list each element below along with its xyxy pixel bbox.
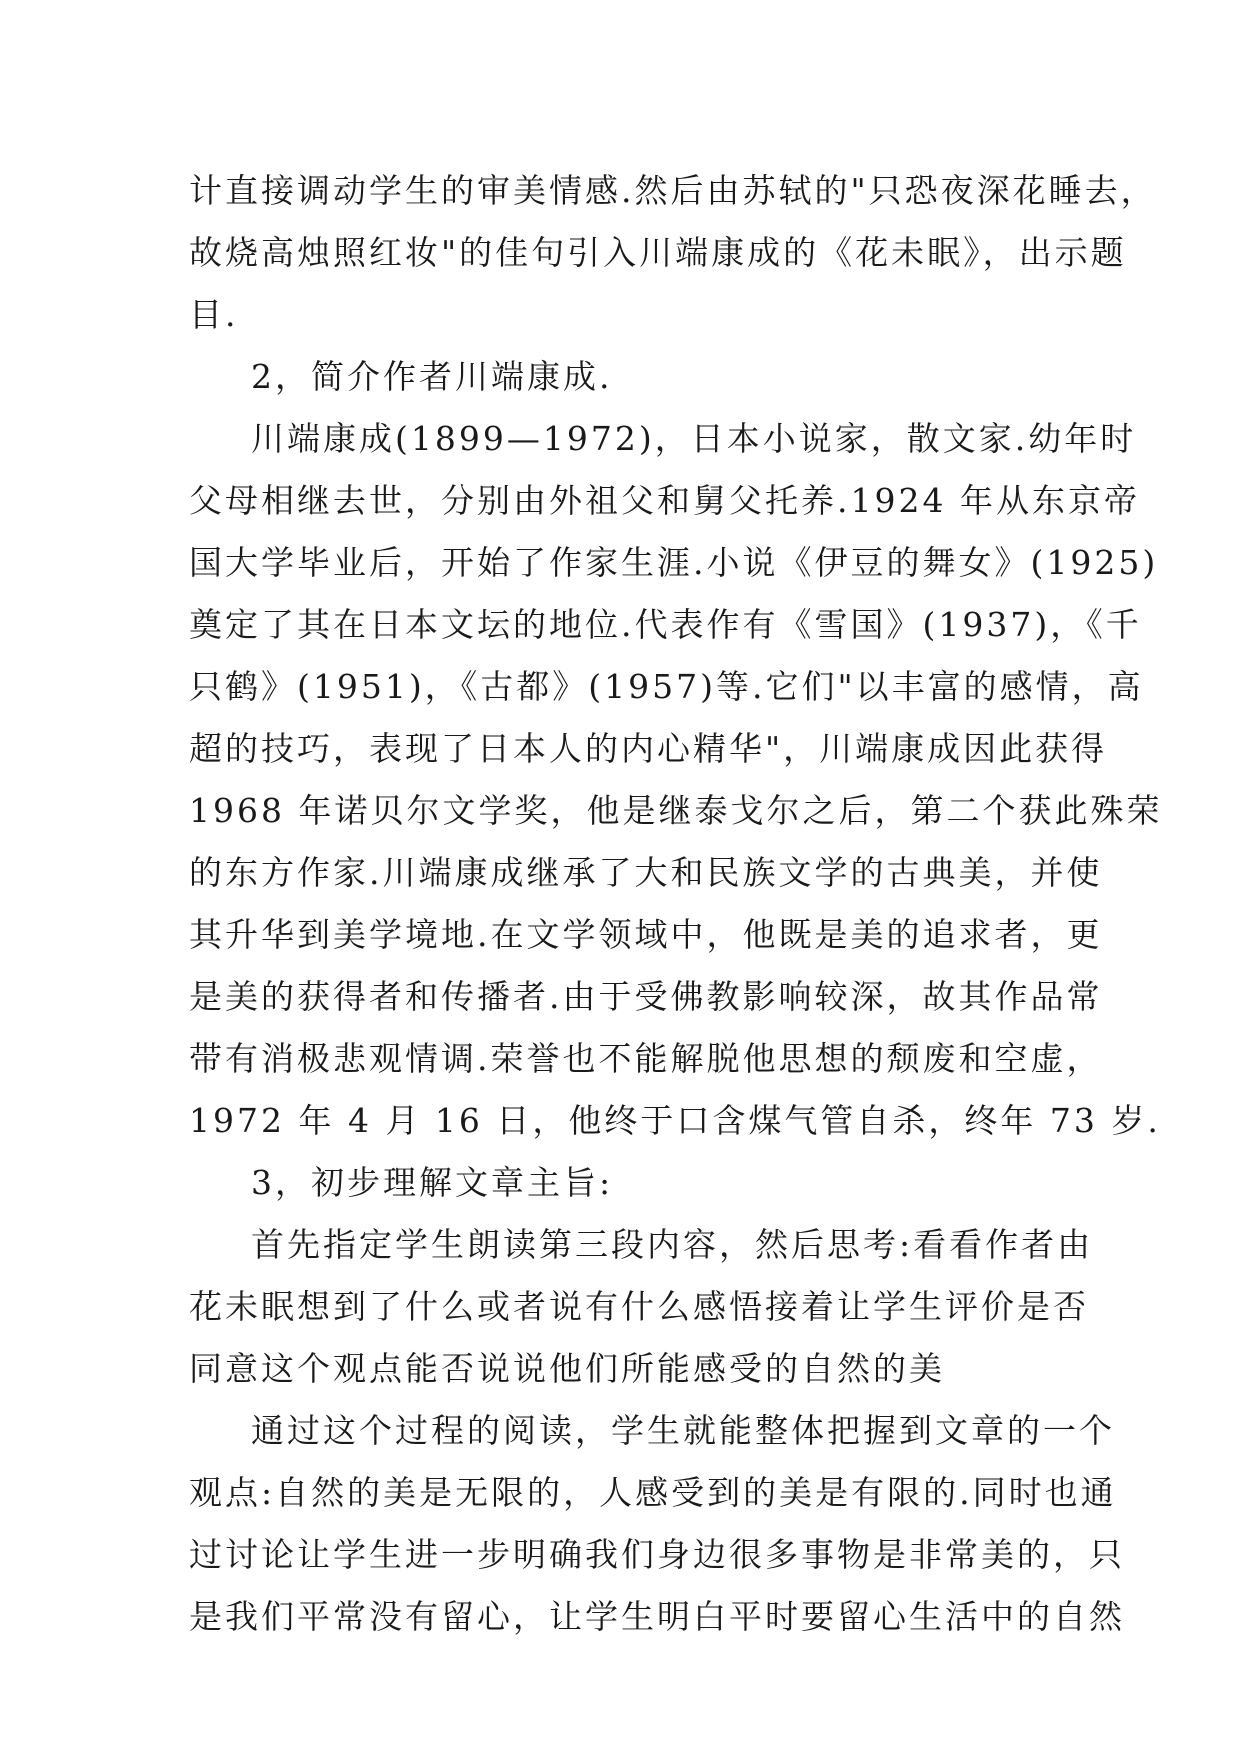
text-line: 故烧高烛照红妆"的佳句引入川端康成的《花未眠》，出示题 (189, 233, 1127, 272)
text-line: 计直接调动学生的审美情感.然后由苏轼的"只恐夜深花睡去， (189, 171, 1157, 210)
text-line: 目. (189, 295, 239, 334)
text-line: 的东方作家.川端康成继承了大和民族文学的古典美，并使 (189, 853, 1103, 892)
text-line: 奠定了其在日本文坛的地位.代表作有《雪国》(1937)，《千 (189, 605, 1142, 644)
text-line: 观点:自然的美是无限的，人感受到的美是有限的.同时也通 (189, 1473, 1117, 1512)
paragraph-start: 通过这个过程的阅读，学生就能整体把握到文章的一个 (251, 1411, 1115, 1450)
text-line: 其升华到美学境地.在文学领域中，他既是美的追求者，更 (189, 915, 1103, 954)
section-heading: 2，简介作者川端康成. (251, 357, 613, 396)
text-line: 父母相继去世，分别由外祖父和舅父托养.1924 年从东京帝 (189, 481, 1140, 520)
paragraph-start: 川端康成(1899—1972)，日本小说家，散文家.幼年时 (251, 419, 1137, 458)
text-line: 花未眠想到了什么或者说有什么感悟接着让学生评价是否 (189, 1287, 1089, 1326)
text-line: 同意这个观点能否说说他们所能感受的自然的美 (189, 1349, 945, 1388)
text-line: 带有消极悲观情调.荣誉也不能解脱他思想的颓废和空虚， (189, 1039, 1103, 1078)
section-heading: 3，初步理解文章主旨: (251, 1163, 614, 1202)
text-line: 超的技巧，表现了日本人的内心精华"，川端康成因此获得 (189, 729, 1108, 768)
text-line: 只鹤》(1951)，《古都》(1957)等.它们"以丰富的感情，高 (189, 667, 1144, 706)
text-line: 过讨论让学生进一步明确我们身边很多事物是非常美的，只 (189, 1535, 1125, 1574)
text-line: 国大学毕业后，开始了作家生涯.小说《伊豆的舞女》(1925) (189, 543, 1159, 582)
text-line: 是美的获得者和传播者.由于受佛教影响较深，故其作品常 (189, 977, 1103, 1016)
body-text (189, 160, 1163, 1648)
text-line: 是我们平常没有留心，让学生明白平时要留心生活中的自然 (189, 1597, 1125, 1636)
text-line: 1968 年诺贝尔文学奖，他是继泰戈尔之后，第二个获此殊荣 (189, 791, 1163, 830)
text-line: 1972 年 4 月 16 日，他终于口含煤气管自杀，终年 73 岁. (189, 1101, 1161, 1140)
paragraph-start: 首先指定学生朗读第三段内容，然后思考:看看作者由 (251, 1225, 1094, 1264)
